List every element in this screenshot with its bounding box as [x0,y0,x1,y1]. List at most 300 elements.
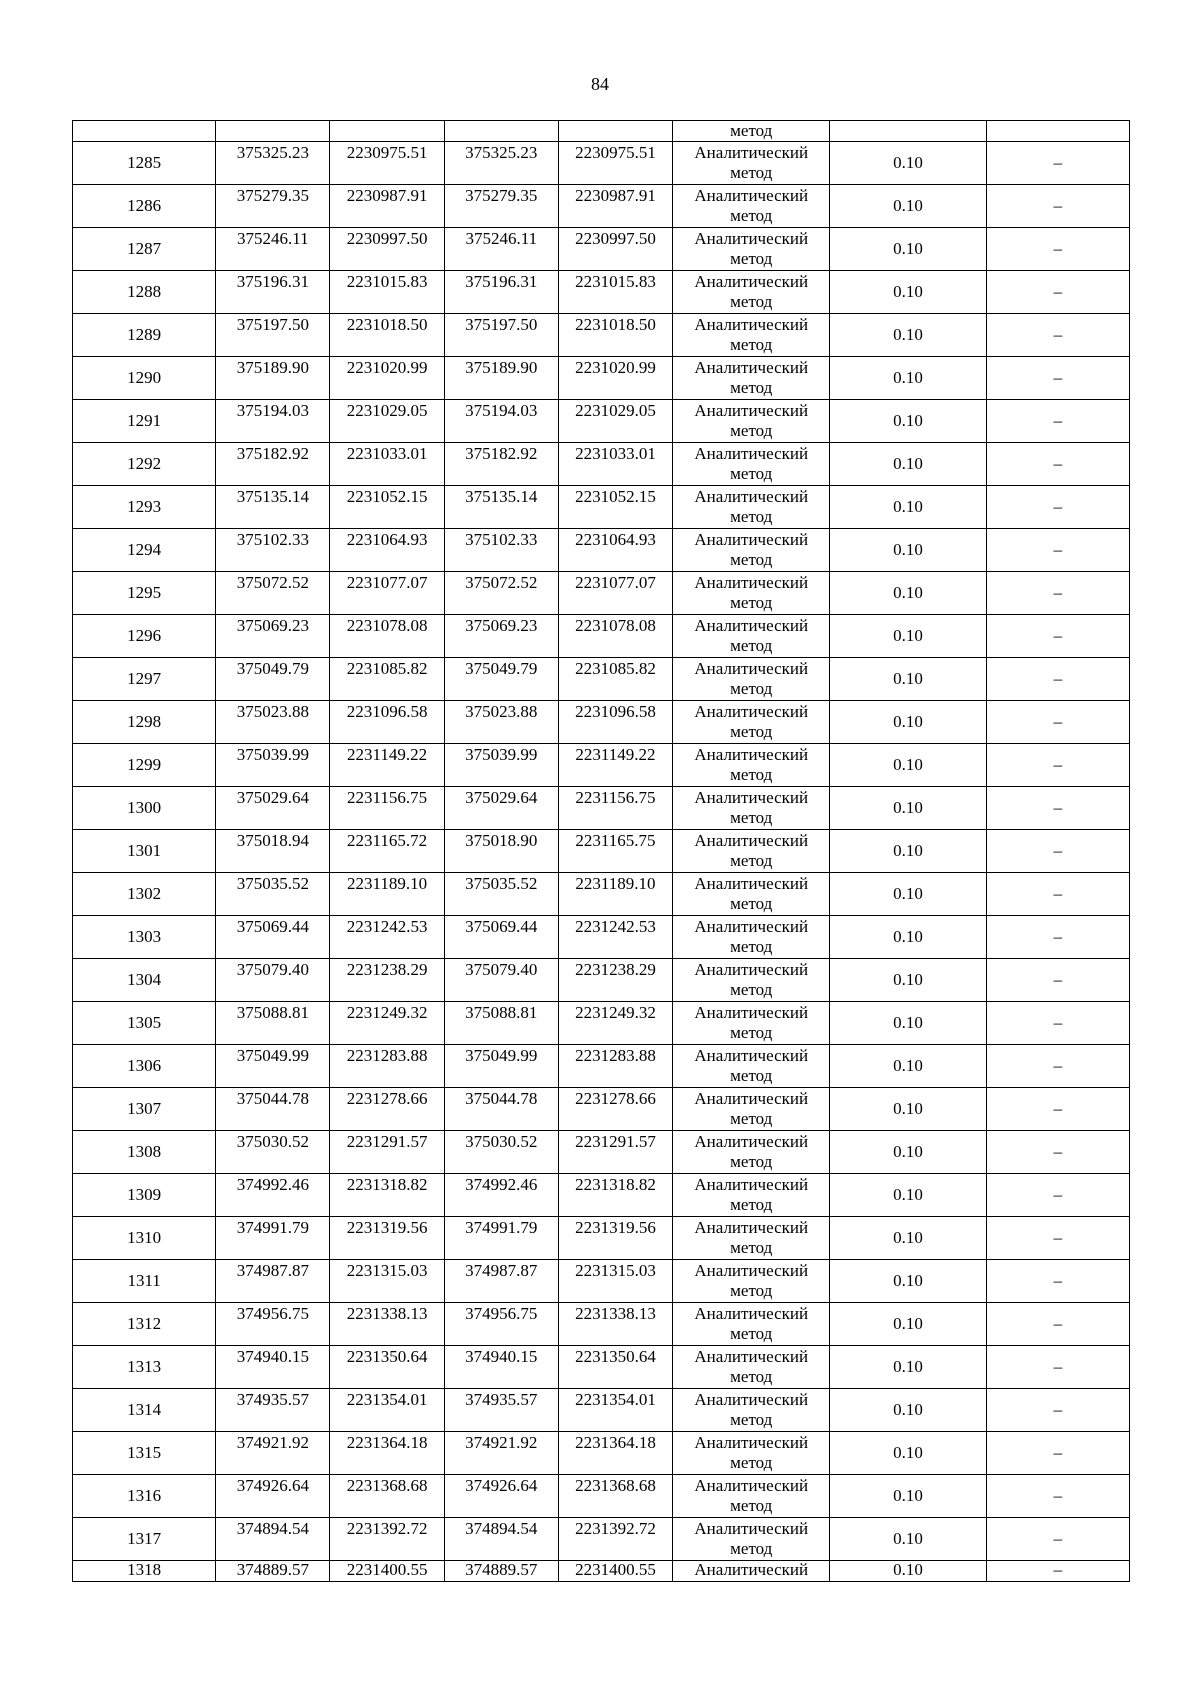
cell-empty [330,121,444,142]
cell-y-coordinate-2: 2231249.32 [558,1002,672,1045]
cell-y-coordinate-2: 2231283.88 [558,1045,672,1088]
table-row [73,701,1130,744]
method-line-1: Аналитический [694,1347,809,1366]
cell-x-coordinate-2: 374894.54 [444,1518,558,1561]
cell-accuracy: 0.10 [830,701,986,744]
table-row [73,1475,1130,1518]
cell-empty [558,121,672,142]
table-row [73,1045,1130,1088]
method-line-1: Аналитический [694,315,809,334]
cell-x-coordinate-2: 375030.52 [444,1131,558,1174]
cell-y-coordinate-2: 2231354.01 [558,1389,672,1432]
cell-x-coordinate: 375194.03 [216,400,330,443]
method-line-1: Аналитический [694,745,809,764]
table-row [73,486,1130,529]
cell-method [673,744,830,787]
cell-note: – [986,1088,1129,1131]
cell-method [673,357,830,400]
cell-y-coordinate-2: 2231156.75 [558,787,672,830]
cell-x-coordinate: 375279.35 [216,185,330,228]
cell-accuracy: 0.10 [830,142,986,185]
cell-accuracy: 0.10 [830,185,986,228]
method-line-2: метод [730,1453,773,1472]
cell-y-coordinate-2: 2231400.55 [558,1561,672,1582]
table-row [73,1432,1130,1475]
cell-y-coordinate-2: 2231052.15 [558,486,672,529]
cell-empty [830,121,986,142]
method-line-1: Аналитический [694,1003,809,1022]
table-row [73,1260,1130,1303]
cell-point-id: 1297 [73,658,216,701]
table-row [73,658,1130,701]
cell-method [673,1346,830,1389]
cell-point-id: 1300 [73,787,216,830]
method-line-2: метод [730,421,773,440]
cell-note: – [986,744,1129,787]
cell-method [673,1303,830,1346]
table-row [73,443,1130,486]
cell-accuracy: 0.10 [830,443,986,486]
cell-note: – [986,1475,1129,1518]
cell-y-coordinate: 2231400.55 [330,1561,444,1582]
method-line-1: Аналитический [694,1132,809,1151]
cell-x-coordinate: 375069.23 [216,615,330,658]
method-line-1: Аналитический [694,1304,809,1323]
cell-x-coordinate: 374889.57 [216,1561,330,1582]
cell-y-coordinate: 2231096.58 [330,701,444,744]
method-line-1: Аналитический [694,229,809,248]
table-body [73,121,1130,1582]
cell-method [673,701,830,744]
method-line-2: метод [730,163,773,182]
cell-note: – [986,830,1129,873]
cell-method [673,787,830,830]
cell-note: – [986,658,1129,701]
cell-y-coordinate: 2231338.13 [330,1303,444,1346]
cell-method [673,1174,830,1217]
method-line-1: Аналитический [694,186,809,205]
method-line-2: метод [730,1367,773,1386]
method-line-1: Аналитический [694,659,809,678]
method-line-2: метод [730,335,773,354]
cell-x-coordinate-2: 374956.75 [444,1303,558,1346]
cell-x-coordinate-2: 374921.92 [444,1432,558,1475]
method-line-2: метод [730,808,773,827]
cell-y-coordinate: 2231029.05 [330,400,444,443]
method-line-2: метод [730,679,773,698]
cell-y-coordinate: 2231364.18 [330,1432,444,1475]
table-row [73,1346,1130,1389]
cell-method [673,1475,830,1518]
method-line-1: Аналитический [694,917,809,936]
cell-note: – [986,1346,1129,1389]
cell-y-coordinate: 2231165.72 [330,830,444,873]
cell-y-coordinate: 2231350.64 [330,1346,444,1389]
cell-method [673,1088,830,1131]
cell-note: – [986,1432,1129,1475]
cell-point-id: 1294 [73,529,216,572]
method-line-1: Аналитический [694,1519,809,1538]
cell-method [673,400,830,443]
cell-empty [444,121,558,142]
method-line-2: метод [730,249,773,268]
cell-x-coordinate-2: 375079.40 [444,959,558,1002]
cell-x-coordinate-2: 375035.52 [444,873,558,916]
cell-y-coordinate-2: 2231096.58 [558,701,672,744]
cell-x-coordinate: 374987.87 [216,1260,330,1303]
cell-x-coordinate: 375030.52 [216,1131,330,1174]
method-line-2: метод [730,1539,773,1558]
table-row [73,615,1130,658]
cell-x-coordinate-2: 375102.33 [444,529,558,572]
method-line-1: Аналитический [694,401,809,420]
cell-x-coordinate-2: 375088.81 [444,1002,558,1045]
cell-point-id: 1298 [73,701,216,744]
cell-point-id: 1293 [73,486,216,529]
cell-y-coordinate-2: 2231318.82 [558,1174,672,1217]
method-line-1: Аналитический [694,1218,809,1237]
method-line-2: метод [730,1496,773,1515]
cell-x-coordinate-2: 375194.03 [444,400,558,443]
cell-empty [986,121,1129,142]
cell-x-coordinate: 375189.90 [216,357,330,400]
cell-x-coordinate-2: 375072.52 [444,572,558,615]
cell-point-id: 1287 [73,228,216,271]
cell-x-coordinate-2: 375189.90 [444,357,558,400]
cell-point-id: 1306 [73,1045,216,1088]
cell-y-coordinate-2: 2231189.10 [558,873,672,916]
cell-y-coordinate-2: 2230975.51 [558,142,672,185]
cell-y-coordinate: 2231242.53 [330,916,444,959]
cell-x-coordinate-2: 374992.46 [444,1174,558,1217]
table-row [73,271,1130,314]
cell-note: – [986,1518,1129,1561]
method-line-1: Аналитический [694,1089,809,1108]
method-line-1: Аналитический [694,616,809,635]
method-line-2: метод [730,1195,773,1214]
cell-y-coordinate-2: 2231392.72 [558,1518,672,1561]
cell-x-coordinate-2: 375182.92 [444,443,558,486]
cell-point-id: 1290 [73,357,216,400]
cell-point-id: 1310 [73,1217,216,1260]
cell-x-coordinate: 375018.94 [216,830,330,873]
method-line-2: метод [730,550,773,569]
cell-accuracy: 0.10 [830,1045,986,1088]
cell-note: – [986,228,1129,271]
cell-method [673,529,830,572]
cell-y-coordinate-2: 2231350.64 [558,1346,672,1389]
table-row [73,142,1130,185]
cell-accuracy: 0.10 [830,572,986,615]
cell-y-coordinate: 2231033.01 [330,443,444,486]
cell-y-coordinate-2: 2231085.82 [558,658,672,701]
method-line-1: Аналитический [694,874,809,893]
cell-x-coordinate: 375039.99 [216,744,330,787]
cell-method [673,830,830,873]
cell-note: – [986,1303,1129,1346]
cell-point-id: 1305 [73,1002,216,1045]
cell-x-coordinate-2: 375246.11 [444,228,558,271]
cell-point-id: 1285 [73,142,216,185]
cell-point-id: 1312 [73,1303,216,1346]
cell-x-coordinate: 375072.52 [216,572,330,615]
cell-x-coordinate-2: 375018.90 [444,830,558,873]
method-line-1: Аналитический [694,1261,809,1280]
cell-y-coordinate: 2231085.82 [330,658,444,701]
cell-y-coordinate-2: 2231015.83 [558,271,672,314]
cell-y-coordinate-2: 2231020.99 [558,357,672,400]
method-line-1: Аналитический [694,573,809,592]
cell-method-continuation: метод [673,121,830,142]
table-row [73,228,1130,271]
cell-y-coordinate: 2231149.22 [330,744,444,787]
table-row [73,1518,1130,1561]
coordinates-table [72,120,1130,1582]
cell-method [673,873,830,916]
cell-x-coordinate-2: 375197.50 [444,314,558,357]
cell-note: – [986,787,1129,830]
cell-point-id: 1295 [73,572,216,615]
cell-point-id: 1315 [73,1432,216,1475]
cell-y-coordinate: 2231020.99 [330,357,444,400]
method-line-1: Аналитический [694,1476,809,1495]
page-number: 84 [591,74,609,94]
cell-x-coordinate: 375246.11 [216,228,330,271]
cell-point-id: 1313 [73,1346,216,1389]
method-line-2: метод [730,1066,773,1085]
cell-y-coordinate: 2231077.07 [330,572,444,615]
cell-note: – [986,1002,1129,1045]
cell-accuracy: 0.10 [830,1432,986,1475]
cell-x-coordinate: 375049.79 [216,658,330,701]
cell-note: – [986,357,1129,400]
cell-method [673,916,830,959]
method-line-1: Аналитический [694,487,809,506]
cell-x-coordinate-2: 375069.44 [444,916,558,959]
cell-y-coordinate: 2231064.93 [330,529,444,572]
cell-y-coordinate: 2231018.50 [330,314,444,357]
cell-x-coordinate: 374921.92 [216,1432,330,1475]
cell-x-coordinate: 375325.23 [216,142,330,185]
table-row [73,916,1130,959]
cell-x-coordinate: 375049.99 [216,1045,330,1088]
table-row [73,529,1130,572]
cell-note: – [986,400,1129,443]
method-line-2: метод [730,1023,773,1042]
cell-accuracy: 0.10 [830,314,986,357]
cell-y-coordinate-2: 2230987.91 [558,185,672,228]
cell-accuracy: 0.10 [830,357,986,400]
cell-y-coordinate-2: 2231033.01 [558,443,672,486]
cell-y-coordinate: 2231315.03 [330,1260,444,1303]
cell-x-coordinate-2: 375029.64 [444,787,558,830]
cell-y-coordinate-2: 2231338.13 [558,1303,672,1346]
method-line-1: Аналитический [694,358,809,377]
cell-accuracy: 0.10 [830,873,986,916]
cell-method [673,1518,830,1561]
cell-method [673,486,830,529]
cell-method [673,228,830,271]
cell-y-coordinate: 2231078.08 [330,615,444,658]
cell-method [673,185,830,228]
table-row [73,1088,1130,1131]
method-line-1: Аналитический [694,530,809,549]
cell-x-coordinate-2: 375044.78 [444,1088,558,1131]
cell-x-coordinate-2: 375039.99 [444,744,558,787]
cell-accuracy: 0.10 [830,1260,986,1303]
cell-method [673,314,830,357]
cell-y-coordinate: 2231319.56 [330,1217,444,1260]
table-row [73,572,1130,615]
cell-accuracy: 0.10 [830,1561,986,1582]
cell-method [673,142,830,185]
cell-point-id: 1301 [73,830,216,873]
cell-y-coordinate-2: 2231149.22 [558,744,672,787]
method-line-2: метод [730,1281,773,1300]
cell-accuracy: 0.10 [830,1346,986,1389]
cell-x-coordinate-2: 375023.88 [444,701,558,744]
cell-y-coordinate-2: 2231291.57 [558,1131,672,1174]
cell-x-coordinate: 375102.33 [216,529,330,572]
cell-x-coordinate: 374940.15 [216,1346,330,1389]
cell-y-coordinate: 2231249.32 [330,1002,444,1045]
cell-y-coordinate-2: 2230997.50 [558,228,672,271]
cell-note: – [986,701,1129,744]
table-row [73,1389,1130,1432]
cell-point-id: 1302 [73,873,216,916]
cell-y-coordinate-2: 2231238.29 [558,959,672,1002]
cell-note: – [986,916,1129,959]
cell-x-coordinate: 374956.75 [216,1303,330,1346]
cell-y-coordinate: 2231052.15 [330,486,444,529]
cell-method [673,1217,830,1260]
cell-y-coordinate: 2231015.83 [330,271,444,314]
cell-method [673,1432,830,1475]
table-row [73,1217,1130,1260]
cell-point-id: 1291 [73,400,216,443]
cell-note: – [986,314,1129,357]
cell-y-coordinate: 2231368.68 [330,1475,444,1518]
cell-accuracy: 0.10 [830,1174,986,1217]
method-line-2: метод [730,722,773,741]
cell-note: – [986,1260,1129,1303]
table-row [73,400,1130,443]
table-row [73,357,1130,400]
cell-point-id: 1311 [73,1260,216,1303]
cell-y-coordinate: 2231318.82 [330,1174,444,1217]
cell-method [673,572,830,615]
table-row [73,1002,1130,1045]
cell-method [673,658,830,701]
method-line-1: Аналитический [694,788,809,807]
cell-note: – [986,486,1129,529]
method-line-2: метод [730,937,773,956]
cell-x-coordinate: 374992.46 [216,1174,330,1217]
cell-point-id: 1296 [73,615,216,658]
cell-x-coordinate: 375197.50 [216,314,330,357]
cell-accuracy: 0.10 [830,1389,986,1432]
method-line-2: метод [730,507,773,526]
method-line-1: Аналитический [694,1175,809,1194]
cell-accuracy: 0.10 [830,1475,986,1518]
cell-note: – [986,1045,1129,1088]
cell-note: – [986,271,1129,314]
method-line-2: метод [730,1238,773,1257]
cell-method [673,271,830,314]
method-line-2: метод [730,1410,773,1429]
cell-y-coordinate: 2231291.57 [330,1131,444,1174]
cell-x-coordinate: 375088.81 [216,1002,330,1045]
cell-x-coordinate: 374894.54 [216,1518,330,1561]
cell-point-id: 1308 [73,1131,216,1174]
cell-y-coordinate-2: 2231064.93 [558,529,672,572]
cell-accuracy: 0.10 [830,787,986,830]
cell-accuracy: 0.10 [830,1088,986,1131]
cell-y-coordinate: 2231278.66 [330,1088,444,1131]
cell-x-coordinate-2: 374889.57 [444,1561,558,1582]
cell-y-coordinate-2: 2231078.08 [558,615,672,658]
cell-point-id: 1314 [73,1389,216,1432]
cell-x-coordinate: 375135.14 [216,486,330,529]
table-row [73,185,1130,228]
table-row [73,1174,1130,1217]
table-row-last [73,1561,1130,1582]
cell-x-coordinate: 375196.31 [216,271,330,314]
method-line-1: Аналитический [694,960,809,979]
cell-point-id: 1309 [73,1174,216,1217]
cell-method: Аналитический [673,1561,830,1582]
cell-y-coordinate: 2231283.88 [330,1045,444,1088]
cell-y-coordinate: 2230997.50 [330,228,444,271]
cell-x-coordinate: 375182.92 [216,443,330,486]
cell-note: – [986,443,1129,486]
cell-accuracy: 0.10 [830,744,986,787]
method-line-1: Аналитический [694,143,809,162]
cell-x-coordinate-2: 375049.79 [444,658,558,701]
cell-y-coordinate: 2231156.75 [330,787,444,830]
cell-x-coordinate-2: 374991.79 [444,1217,558,1260]
cell-accuracy: 0.10 [830,615,986,658]
method-line-1: Аналитический [694,702,809,721]
table-row [73,873,1130,916]
method-line-2: метод [730,894,773,913]
cell-x-coordinate-2: 375325.23 [444,142,558,185]
table-row [73,830,1130,873]
cell-x-coordinate-2: 375279.35 [444,185,558,228]
cell-note: – [986,185,1129,228]
cell-y-coordinate: 2230987.91 [330,185,444,228]
cell-y-coordinate-2: 2231018.50 [558,314,672,357]
cell-accuracy: 0.10 [830,1217,986,1260]
cell-accuracy: 0.10 [830,400,986,443]
method-line-2: метод [730,292,773,311]
cell-x-coordinate: 375069.44 [216,916,330,959]
cell-method [673,1002,830,1045]
cell-y-coordinate-2: 2231278.66 [558,1088,672,1131]
cell-y-coordinate-2: 2231364.18 [558,1432,672,1475]
cell-empty [73,121,216,142]
cell-accuracy: 0.10 [830,658,986,701]
cell-y-coordinate-2: 2231315.03 [558,1260,672,1303]
cell-note: – [986,1131,1129,1174]
method-line-2: метод [730,593,773,612]
method-line-1: Аналитический [694,444,809,463]
method-line-2: метод [730,980,773,999]
cell-point-id: 1288 [73,271,216,314]
method-line-2: метод [730,636,773,655]
cell-x-coordinate: 375023.88 [216,701,330,744]
method-line-2: метод [730,851,773,870]
